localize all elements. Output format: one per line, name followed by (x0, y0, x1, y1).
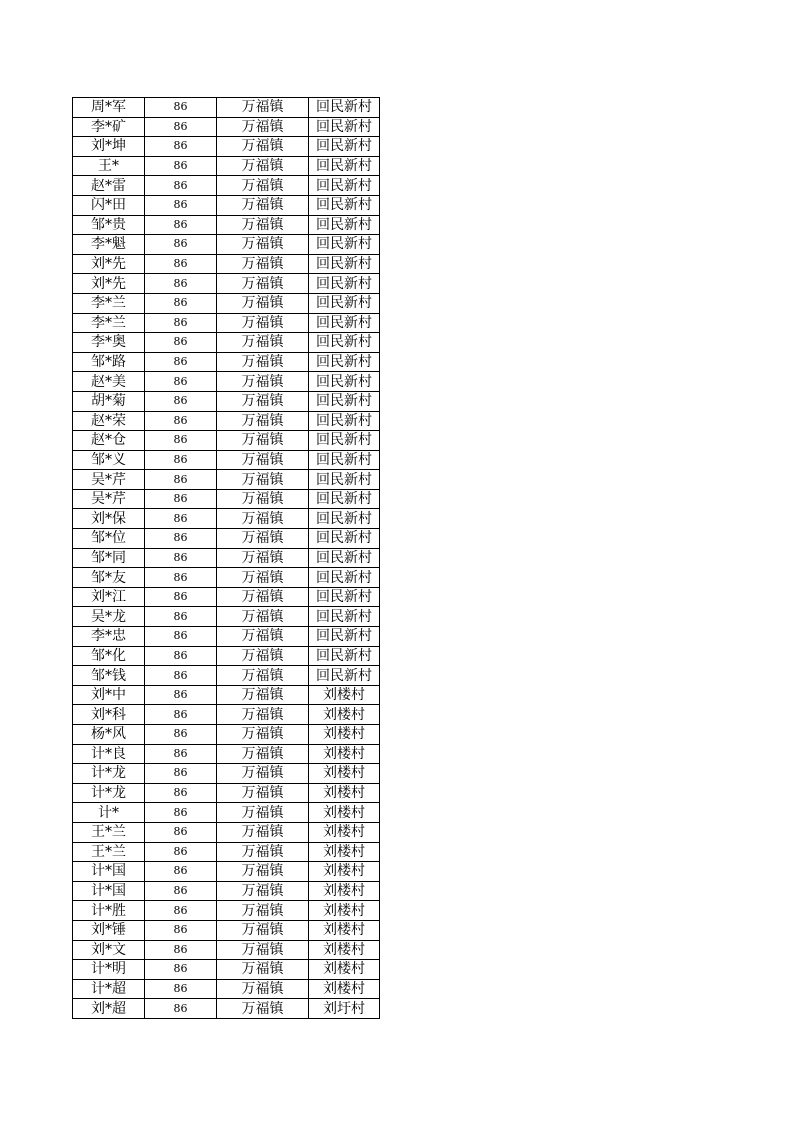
data-table (72, 97, 380, 1019)
village-cell: 回民新村 (309, 431, 380, 451)
name-cell: 闪*田 (73, 195, 145, 215)
name-cell: 计*龙 (73, 764, 145, 784)
village-cell: 回民新村 (309, 333, 380, 353)
town-cell: 万福镇 (217, 803, 309, 823)
name-cell: 邹*钱 (73, 666, 145, 686)
age-cell: 86 (145, 352, 217, 372)
name-cell: 邹*化 (73, 646, 145, 666)
table-row (73, 509, 380, 529)
age-cell: 86 (145, 137, 217, 157)
name-cell: 李*奥 (73, 333, 145, 353)
village-cell: 刘楼村 (309, 979, 380, 999)
village-cell: 刘楼村 (309, 822, 380, 842)
table-row (73, 705, 380, 725)
age-cell: 86 (145, 685, 217, 705)
village-cell: 回民新村 (309, 195, 380, 215)
name-cell: 胡*菊 (73, 391, 145, 411)
town-cell: 万福镇 (217, 372, 309, 392)
table-row (73, 568, 380, 588)
name-cell: 吴*芹 (73, 470, 145, 490)
table-row (73, 431, 380, 451)
town-cell: 万福镇 (217, 391, 309, 411)
age-cell: 86 (145, 176, 217, 196)
town-cell: 万福镇 (217, 254, 309, 274)
age-cell: 86 (145, 489, 217, 509)
name-cell: 邹*路 (73, 352, 145, 372)
town-cell: 万福镇 (217, 744, 309, 764)
village-cell: 回民新村 (309, 274, 380, 294)
town-cell: 万福镇 (217, 548, 309, 568)
village-cell: 刘楼村 (309, 725, 380, 745)
age-cell: 86 (145, 509, 217, 529)
age-cell: 86 (145, 822, 217, 842)
age-cell: 86 (145, 333, 217, 353)
table-row (73, 450, 380, 470)
name-cell: 李*兰 (73, 293, 145, 313)
age-cell: 86 (145, 744, 217, 764)
town-cell: 万福镇 (217, 960, 309, 980)
age-cell: 86 (145, 117, 217, 137)
table-row (73, 979, 380, 999)
name-cell: 赵*美 (73, 372, 145, 392)
age-cell: 86 (145, 783, 217, 803)
name-cell: 计*超 (73, 979, 145, 999)
town-cell: 万福镇 (217, 450, 309, 470)
age-cell: 86 (145, 254, 217, 274)
village-cell: 回民新村 (309, 568, 380, 588)
village-cell: 回民新村 (309, 372, 380, 392)
town-cell: 万福镇 (217, 235, 309, 255)
village-cell: 回民新村 (309, 509, 380, 529)
town-cell: 万福镇 (217, 646, 309, 666)
village-cell: 刘楼村 (309, 744, 380, 764)
name-cell: 邹*同 (73, 548, 145, 568)
village-cell: 刘楼村 (309, 803, 380, 823)
age-cell: 86 (145, 450, 217, 470)
town-cell: 万福镇 (217, 999, 309, 1019)
name-cell: 计*明 (73, 960, 145, 980)
age-cell: 86 (145, 940, 217, 960)
age-cell: 86 (145, 862, 217, 882)
town-cell: 万福镇 (217, 783, 309, 803)
table-row (73, 254, 380, 274)
town-cell: 万福镇 (217, 313, 309, 333)
village-cell: 回民新村 (309, 254, 380, 274)
town-cell: 万福镇 (217, 940, 309, 960)
age-cell: 86 (145, 725, 217, 745)
town-cell: 万福镇 (217, 293, 309, 313)
name-cell: 邹*位 (73, 529, 145, 549)
age-cell: 86 (145, 98, 217, 118)
age-cell: 86 (145, 195, 217, 215)
age-cell: 86 (145, 999, 217, 1019)
age-cell: 86 (145, 764, 217, 784)
age-cell: 86 (145, 293, 217, 313)
village-cell: 回民新村 (309, 117, 380, 137)
table-row (73, 333, 380, 353)
town-cell: 万福镇 (217, 842, 309, 862)
village-cell: 回民新村 (309, 313, 380, 333)
town-cell: 万福镇 (217, 725, 309, 745)
town-cell: 万福镇 (217, 862, 309, 882)
age-cell: 86 (145, 607, 217, 627)
table-row (73, 744, 380, 764)
age-cell: 86 (145, 156, 217, 176)
village-cell: 刘楼村 (309, 960, 380, 980)
name-cell: 计*龙 (73, 783, 145, 803)
village-cell: 回民新村 (309, 548, 380, 568)
age-cell: 86 (145, 529, 217, 549)
name-cell: 计*国 (73, 881, 145, 901)
table-row (73, 607, 380, 627)
age-cell: 86 (145, 646, 217, 666)
village-cell: 回民新村 (309, 293, 380, 313)
town-cell: 万福镇 (217, 568, 309, 588)
name-cell: 刘*中 (73, 685, 145, 705)
age-cell: 86 (145, 627, 217, 647)
table-row (73, 548, 380, 568)
town-cell: 万福镇 (217, 705, 309, 725)
name-cell: 刘*科 (73, 705, 145, 725)
table-row (73, 881, 380, 901)
town-cell: 万福镇 (217, 274, 309, 294)
table-row (73, 352, 380, 372)
village-cell: 回民新村 (309, 627, 380, 647)
table-row (73, 822, 380, 842)
table-row (73, 176, 380, 196)
town-cell: 万福镇 (217, 333, 309, 353)
name-cell: 刘*超 (73, 999, 145, 1019)
village-cell: 回民新村 (309, 391, 380, 411)
name-cell: 吴*芹 (73, 489, 145, 509)
town-cell: 万福镇 (217, 489, 309, 509)
name-cell: 赵*荣 (73, 411, 145, 431)
town-cell: 万福镇 (217, 881, 309, 901)
name-cell: 吴*龙 (73, 607, 145, 627)
age-cell: 86 (145, 391, 217, 411)
age-cell: 86 (145, 235, 217, 255)
age-cell: 86 (145, 842, 217, 862)
village-cell: 刘楼村 (309, 764, 380, 784)
table-row (73, 117, 380, 137)
name-cell: 李*矿 (73, 117, 145, 137)
name-cell: 计* (73, 803, 145, 823)
village-cell: 回民新村 (309, 450, 380, 470)
table-row (73, 587, 380, 607)
name-cell: 杨*风 (73, 725, 145, 745)
name-cell: 计*国 (73, 862, 145, 882)
name-cell: 刘*坤 (73, 137, 145, 157)
table-row (73, 195, 380, 215)
town-cell: 万福镇 (217, 411, 309, 431)
name-cell: 王*兰 (73, 842, 145, 862)
table-row (73, 470, 380, 490)
table-row (73, 862, 380, 882)
town-cell: 万福镇 (217, 98, 309, 118)
village-cell: 回民新村 (309, 235, 380, 255)
table-row (73, 685, 380, 705)
table-row (73, 960, 380, 980)
town-cell: 万福镇 (217, 509, 309, 529)
age-cell: 86 (145, 568, 217, 588)
town-cell: 万福镇 (217, 470, 309, 490)
name-cell: 赵*仓 (73, 431, 145, 451)
village-cell: 回民新村 (309, 411, 380, 431)
village-cell: 回民新村 (309, 156, 380, 176)
age-cell: 86 (145, 548, 217, 568)
table-row (73, 235, 380, 255)
town-cell: 万福镇 (217, 176, 309, 196)
table-row (73, 98, 380, 118)
town-cell: 万福镇 (217, 587, 309, 607)
table-row (73, 411, 380, 431)
age-cell: 86 (145, 411, 217, 431)
name-cell: 王*兰 (73, 822, 145, 842)
table-row (73, 725, 380, 745)
name-cell: 邹*贵 (73, 215, 145, 235)
town-cell: 万福镇 (217, 920, 309, 940)
age-cell: 86 (145, 881, 217, 901)
table-row (73, 764, 380, 784)
table-row (73, 137, 380, 157)
name-cell: 刘*先 (73, 274, 145, 294)
town-cell: 万福镇 (217, 195, 309, 215)
table-row (73, 391, 380, 411)
table-row (73, 372, 380, 392)
town-cell: 万福镇 (217, 215, 309, 235)
table-row (73, 646, 380, 666)
age-cell: 86 (145, 587, 217, 607)
age-cell: 86 (145, 274, 217, 294)
town-cell: 万福镇 (217, 117, 309, 137)
village-cell: 刘楼村 (309, 783, 380, 803)
town-cell: 万福镇 (217, 901, 309, 921)
name-cell: 周*军 (73, 98, 145, 118)
table-row (73, 901, 380, 921)
name-cell: 邹*义 (73, 450, 145, 470)
name-cell: 李*忠 (73, 627, 145, 647)
age-cell: 86 (145, 979, 217, 999)
table-row (73, 313, 380, 333)
village-cell: 刘楼村 (309, 842, 380, 862)
table-row (73, 940, 380, 960)
table-row (73, 783, 380, 803)
town-cell: 万福镇 (217, 431, 309, 451)
town-cell: 万福镇 (217, 822, 309, 842)
town-cell: 万福镇 (217, 666, 309, 686)
name-cell: 李*魁 (73, 235, 145, 255)
name-cell: 计*良 (73, 744, 145, 764)
age-cell: 86 (145, 666, 217, 686)
village-cell: 回民新村 (309, 587, 380, 607)
village-cell: 回民新村 (309, 98, 380, 118)
age-cell: 86 (145, 470, 217, 490)
village-cell: 回民新村 (309, 352, 380, 372)
age-cell: 86 (145, 960, 217, 980)
town-cell: 万福镇 (217, 352, 309, 372)
village-cell: 刘楼村 (309, 901, 380, 921)
town-cell: 万福镇 (217, 137, 309, 157)
table-row (73, 666, 380, 686)
table-row (73, 920, 380, 940)
table-row (73, 293, 380, 313)
table-row (73, 842, 380, 862)
town-cell: 万福镇 (217, 627, 309, 647)
village-cell: 回民新村 (309, 176, 380, 196)
village-cell: 刘圩村 (309, 999, 380, 1019)
age-cell: 86 (145, 803, 217, 823)
town-cell: 万福镇 (217, 607, 309, 627)
age-cell: 86 (145, 431, 217, 451)
village-cell: 回民新村 (309, 646, 380, 666)
name-cell: 李*兰 (73, 313, 145, 333)
table-row (73, 999, 380, 1019)
village-cell: 回民新村 (309, 470, 380, 490)
table-row (73, 627, 380, 647)
town-cell: 万福镇 (217, 764, 309, 784)
village-cell: 刘楼村 (309, 862, 380, 882)
table-row (73, 274, 380, 294)
age-cell: 86 (145, 705, 217, 725)
town-cell: 万福镇 (217, 979, 309, 999)
village-cell: 刘楼村 (309, 920, 380, 940)
name-cell: 王* (73, 156, 145, 176)
village-cell: 回民新村 (309, 607, 380, 627)
age-cell: 86 (145, 215, 217, 235)
village-cell: 刘楼村 (309, 940, 380, 960)
name-cell: 刘*江 (73, 587, 145, 607)
age-cell: 86 (145, 372, 217, 392)
name-cell: 刘*先 (73, 254, 145, 274)
spreadsheet-page (72, 97, 380, 1019)
town-cell: 万福镇 (217, 685, 309, 705)
name-cell: 刘*文 (73, 940, 145, 960)
name-cell: 刘*保 (73, 509, 145, 529)
name-cell: 赵*雷 (73, 176, 145, 196)
village-cell: 刘楼村 (309, 685, 380, 705)
table-row (73, 156, 380, 176)
village-cell: 回民新村 (309, 529, 380, 549)
town-cell: 万福镇 (217, 156, 309, 176)
table-row (73, 215, 380, 235)
name-cell: 邹*友 (73, 568, 145, 588)
age-cell: 86 (145, 313, 217, 333)
village-cell: 回民新村 (309, 489, 380, 509)
village-cell: 刘楼村 (309, 705, 380, 725)
table-row (73, 529, 380, 549)
name-cell: 计*胜 (73, 901, 145, 921)
table-body (73, 98, 380, 1019)
table-row (73, 489, 380, 509)
village-cell: 回民新村 (309, 666, 380, 686)
village-cell: 回民新村 (309, 215, 380, 235)
age-cell: 86 (145, 901, 217, 921)
village-cell: 回民新村 (309, 137, 380, 157)
table-row (73, 803, 380, 823)
age-cell: 86 (145, 920, 217, 940)
town-cell: 万福镇 (217, 529, 309, 549)
name-cell: 刘*锤 (73, 920, 145, 940)
village-cell: 刘楼村 (309, 881, 380, 901)
